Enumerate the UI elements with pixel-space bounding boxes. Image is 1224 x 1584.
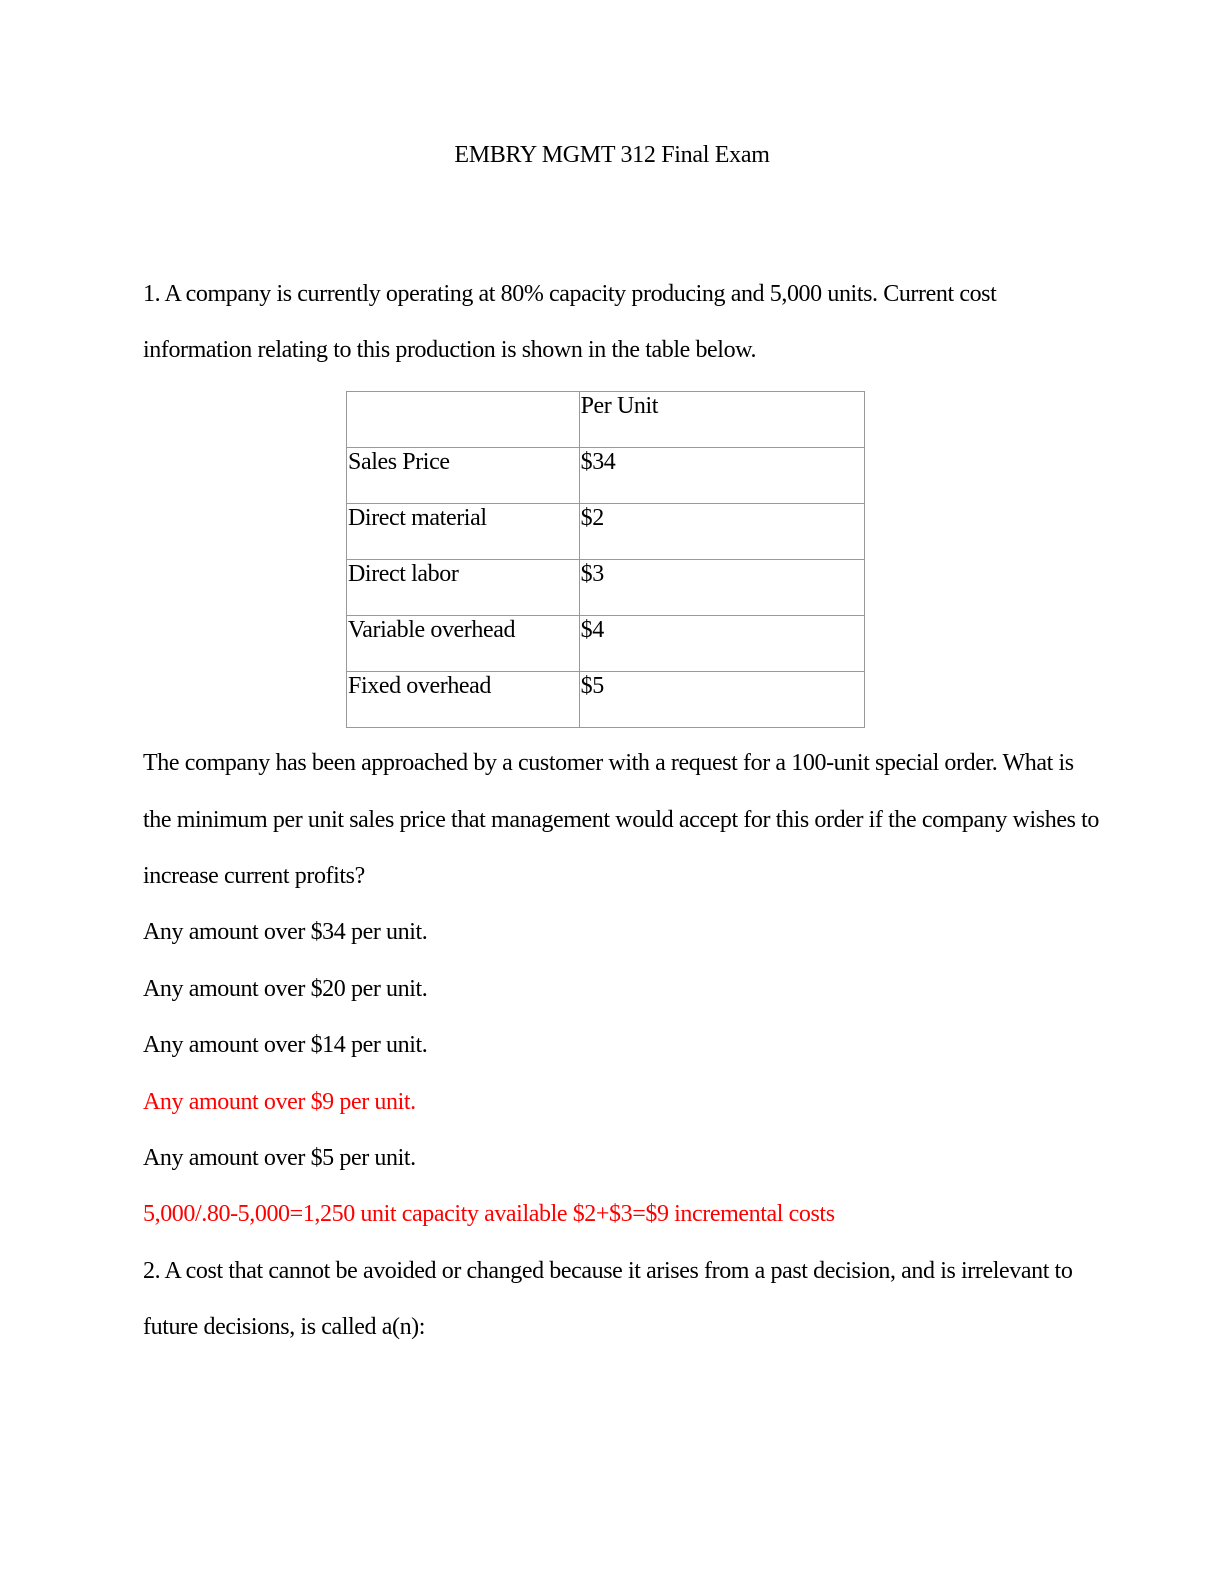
question-1-prompt-line-3: increase current profits? [143, 863, 365, 889]
answer-option-correct: Any amount over $9 per unit. [143, 1089, 416, 1115]
answer-option: Any amount over $20 per unit. [143, 976, 428, 1002]
answer-option: Any amount over $34 per unit. [143, 919, 428, 945]
table-row-label: Variable overhead [347, 616, 580, 672]
table-row [347, 504, 865, 560]
table-row [347, 616, 865, 672]
question-2-line-1: 2. A cost that cannot be avoided or changed because it arises from a past decision, and is irrelevant to [143, 1258, 1073, 1284]
answer-option: Any amount over $14 per unit. [143, 1032, 428, 1058]
table-row [347, 672, 865, 728]
question-1-prompt-line-1: The company has been approached by a customer with a request for a 100-unit special order. What is [143, 750, 1074, 776]
table-row-label: Sales Price [347, 448, 580, 504]
table-row [347, 448, 865, 504]
table-header-blank-cell [347, 392, 580, 448]
question-2-line-2: future decisions, is called a(n): [143, 1314, 426, 1340]
table-row-label: Direct material [347, 504, 580, 560]
answer-option: Any amount over $5 per unit. [143, 1145, 416, 1171]
question-1-intro-line-1: 1. A company is currently operating at 80% capacity producing and 5,000 units. Current cost [143, 281, 997, 307]
table-row-value: $4 [579, 616, 864, 672]
table-header-per-unit: Per Unit [579, 392, 864, 448]
table-row-value: $2 [579, 504, 864, 560]
table-row-value: $3 [579, 560, 864, 616]
cost-table [346, 391, 865, 728]
table-row [347, 560, 865, 616]
answer-explanation: 5,000/.80-5,000=1,250 unit capacity available $2+$3=$9 incremental costs [143, 1201, 835, 1227]
table-row-value: $5 [579, 672, 864, 728]
table-row-label: Direct labor [347, 560, 580, 616]
table-row-value: $34 [579, 448, 864, 504]
question-1-intro-line-2: information relating to this production is shown in the table below. [143, 337, 757, 363]
question-1-prompt-line-2: the minimum per unit sales price that management would accept for this order if the company wishes to [143, 807, 1099, 833]
table-header-row [347, 392, 865, 448]
page-title: EMBRY MGMT 312 Final Exam [454, 142, 770, 168]
table-row-label: Fixed overhead [347, 672, 580, 728]
